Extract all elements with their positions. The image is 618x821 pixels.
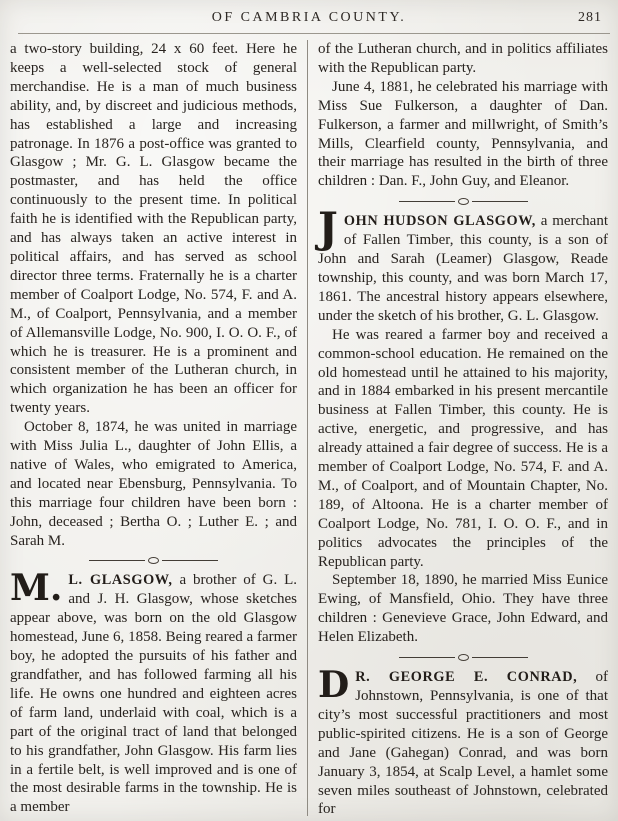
text-columns	[10, 40, 608, 819]
dropcap-initial: J	[318, 203, 338, 253]
section-heading: L. GLASGOW,	[68, 572, 173, 589]
section-divider	[318, 649, 608, 666]
running-head-title: OF CAMBRIA COUNTY.	[211, 10, 407, 25]
section-heading: R. GEORGE E. CONRAD,	[355, 669, 578, 686]
divider-line-left	[399, 201, 455, 202]
section-body-text: a brother of G. L. and J. H. Glasgow, whose sketches appear above, was born on the old Glasgow homestead, June 6, 1858. Being reared a farmer boy, he adopted the pursuits of his father and grandfather, and has followed farming all his life. He owns one hundred and eighteen acres of farm land, underlaid with coal, which is a part of the original tract of land that belonged to his grandfather, John Glasgow. His farm lies in a fertile belt, is well improved and is one of the most desirable farms in the township. He is a member	[10, 572, 298, 816]
dropcap-initial: D	[318, 664, 350, 707]
header-rule	[18, 33, 610, 34]
right-column	[318, 40, 608, 819]
divider-ornament-icon	[458, 654, 469, 661]
divider-line-right	[162, 560, 218, 561]
section-john-hudson-glasgow	[318, 203, 609, 647]
paragraph-marriage: June 4, 1881, he celebrated his marriage with Miss Sue Fulkerson, a daughter of Dan. Fulkerson, a farmer and millwright, of Smith’s Mills, Clearfield county, Pennsylvania, and their marriage has resulted in the birth of three children : Dan. F., John Guy, and Eleanor.	[318, 78, 608, 190]
divider-line-right	[472, 201, 528, 202]
dropcap-initial: M.	[10, 567, 63, 610]
section-george-e-conrad	[318, 664, 609, 819]
divider-line-right	[472, 657, 528, 658]
section-m-l-glasgow	[10, 567, 298, 817]
paragraph-continuation: a two-story building, 24 x 60 feet. Here he keeps a well-selected stock of general merchandise. He is a man of much business ability, and, by discreet and judicious methods, has established a large and increasing patronage. In 1876 a post-office was granted to Glasgow ; Mr. G. L. Glasgow became the postmaster, and has held the office continuously to the present time. In political faith he is identified with the Republican party, and has always taken an active interest in political affairs, and has served as school director three terms. Fraternally he is a charter member of Coalport Lodge, No. 574, F. and A. M., of Coalport, Pennsylvania, and a member of Allemansville Lodge, No. 900, I. O. O. F., of which he is treasurer. He is a prominent and consistent member of the Lutheran church, in which organization he has been an officer for twenty years.	[10, 41, 297, 417]
page-number: 281	[578, 10, 602, 25]
column-rule	[307, 40, 308, 816]
divider-ornament-icon	[148, 557, 159, 564]
section-heading: OHN HUDSON GLASGOW,	[343, 213, 536, 230]
section-body-text: a merchant of Fallen Timber, this county, is a son of John and Sarah (Leamer) Glasgow, Reade township, this county, and was born March 17, 1861. The ancestral history appears elsewhere, under the sketch of his brother, G. L. Glasgow.	[318, 213, 609, 324]
paragraph-continuation: of the Lutheran church, and in politics affiliates with the Republican party.	[318, 41, 608, 76]
divider-line-left	[399, 657, 455, 658]
divider-ornament-icon	[458, 198, 469, 205]
divider-line-left	[89, 560, 145, 561]
paragraph-marriage: October 8, 1874, he was united in marriage with Miss Julia L., daughter of John Ellis, a native of Wales, who emigrated to America, and located near Ebensburg, Pennsylvania. To this marriage four children have been born : John, deceased ; Bertha O. ; Luther E. ; and Sarah M.	[10, 419, 297, 549]
section-divider	[318, 193, 608, 210]
section-paragraph	[318, 203, 609, 325]
section-paragraph	[10, 567, 298, 817]
section-paragraph: September 18, 1890, he married Miss Eunice Ewing, of Mansfield, Ohio. They have three children : Genevieve Grace, John Edward, and Helen Elizabeth.	[318, 572, 608, 646]
section-body-text: of Johnstown, Pennsylvania, is one of that city’s most successful practitioners and most public-spirited citizens. He is a son of George and Jane (Gahegan) Conrad, and was born January 3, 1854, at Scalp Level, a hamlet some seven miles southeast of Johnstown, celebrated for	[318, 669, 609, 818]
section-paragraph: He was reared a farmer boy and received a common-school education. He remained on the old homestead until he attained to his majority, and in 1884 embarked in his present mercantile business at Fallen Timber, this county. He is active, energetic, and progressive, and has already attained a fair degree of success. He is a member of Coalport Lodge, No. 574, F. and A. M., of Coalport, and of Mountain Chapter, No. 189, of Altoona. He is a charter member of Coalport Lodge, No. 781, I. O. O. F., and in politics advocates the principles of the Republican party.	[318, 326, 608, 570]
section-paragraph	[318, 664, 609, 819]
left-column	[10, 40, 297, 819]
